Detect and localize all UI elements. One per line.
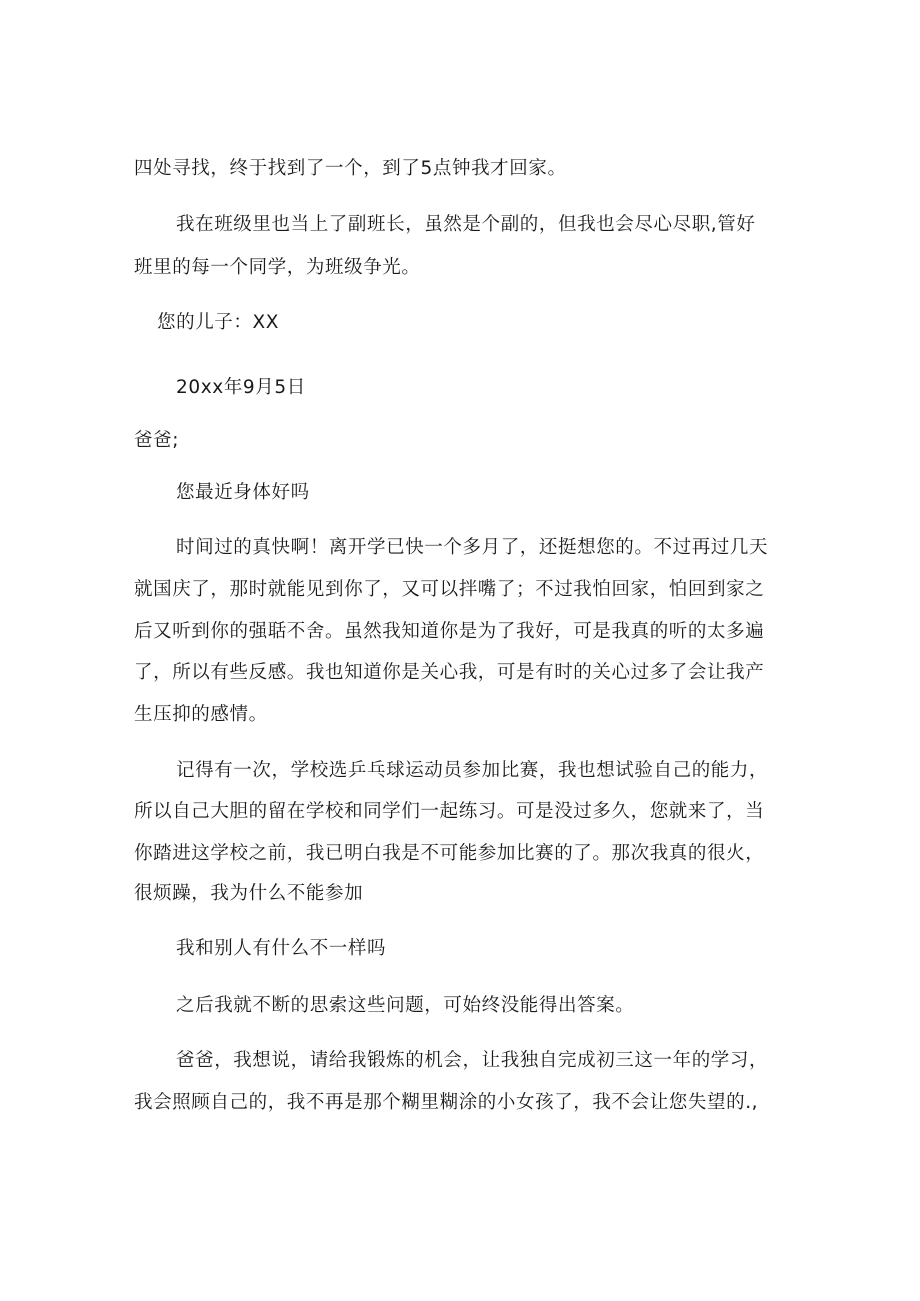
text-line: 生压抑的感情。 xyxy=(134,704,268,725)
text-line: 我和别人有什么不一样吗 xyxy=(176,938,387,959)
text-line: 之后我就不断的思索这些问题，可始终没能得出答案。 xyxy=(176,995,635,1016)
text-line: 时间过的真快啊！离开学已快一个多月了，还挺想您的。不过再过几天 xyxy=(176,537,769,558)
date: 20xx年9月5日 xyxy=(176,377,306,398)
text-line: 四处寻找，终于找到了一个，到了5点钟我才回家。 xyxy=(134,158,567,179)
text-line: 就国庆了，那时就能见到你了，又可以拌嘴了；不过我怕回家，怕回到家之 xyxy=(134,579,765,600)
salutation: 爸爸; xyxy=(134,430,180,451)
text-line: 很烦躁，我为什么不能参加 xyxy=(134,883,364,904)
text-line: 我在班级里也当上了副班长，虽然是个副的，但我也会尽心尽职,管好 xyxy=(176,214,756,235)
greeting: 您最近身体好吗 xyxy=(176,482,310,503)
text-line: 了，所以有些反感。我也知道你是关心我，可是有时的关心过多了会让我产 xyxy=(134,662,765,683)
signature: 您的儿子：XX xyxy=(157,312,280,333)
text-line: 班里的每一个同学，为班级争光。 xyxy=(134,257,421,278)
text-line: 后又听到你的强聒不舍。虽然我知道你是为了我好，可是我真的听的太多遍 xyxy=(134,621,765,642)
text-line: 所以自己大胆的留在学校和同学们一起练习。可是没过多久，您就来了，当 xyxy=(134,801,765,822)
text-line: 你踏进这学校之前，我已明白我是不可能参加比赛的了。那次我真的很火， xyxy=(134,843,765,864)
text-line: 记得有一次，学校选乒乓球运动员参加比赛，我也想试验自己的能力， xyxy=(176,760,769,781)
text-line: 我会照顾自己的，我不再是那个糊里糊涂的小女孩了，我不会让您失望的., xyxy=(134,1092,759,1113)
text-line: 爸爸，我想说，请给我锻炼的机会，让我独自完成初三这一年的学习， xyxy=(176,1050,769,1071)
